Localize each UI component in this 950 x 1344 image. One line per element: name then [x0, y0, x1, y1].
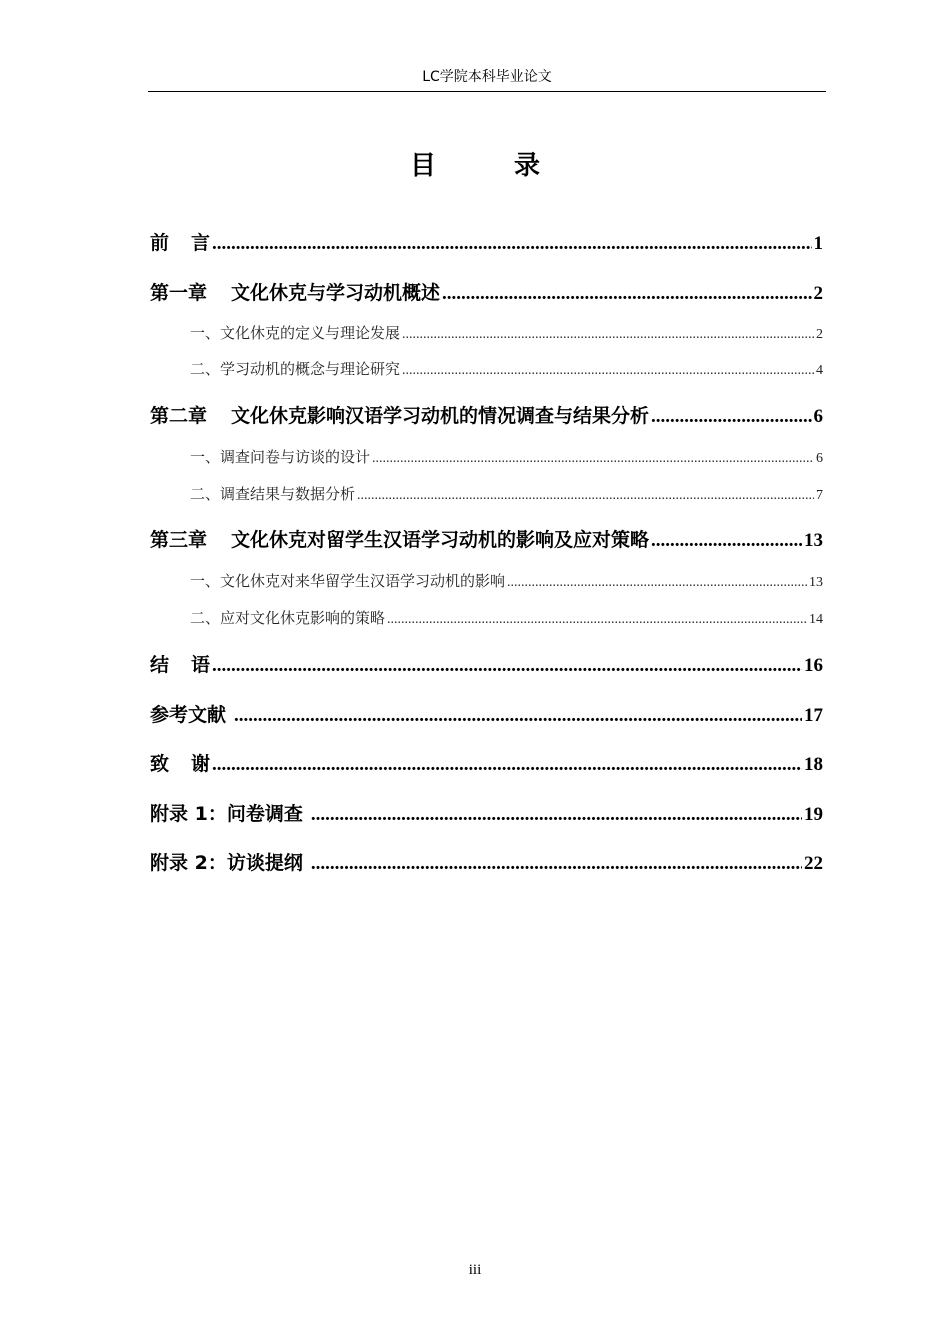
toc-entry-references[interactable] — [150, 700, 823, 727]
toc-entry-num: 第一章 — [150, 282, 208, 304]
toc-entry-conclusion[interactable] — [150, 650, 823, 677]
toc-entry-page: 19 — [804, 804, 823, 825]
toc-entry-acknowledgements[interactable] — [150, 749, 823, 776]
toc-entry-3-2[interactable] — [190, 607, 823, 628]
header-rule — [148, 91, 826, 92]
toc-entry-chapter-1[interactable] — [150, 278, 823, 305]
toc-entry-page: 16 — [804, 655, 823, 676]
toc-entry-num: 一、 — [190, 448, 221, 466]
toc-entry-3-1[interactable] — [190, 570, 823, 591]
toc-entry-page: 14 — [809, 612, 823, 627]
toc-entry-num: 第三章 — [150, 529, 208, 551]
toc-leader-dots — [212, 754, 802, 776]
toc-entry-1-1[interactable] — [190, 322, 823, 343]
toc-entry-num: 致 — [150, 753, 170, 775]
toc-entry-page: 2 — [816, 327, 823, 342]
toc-entry-text: 调查结果与数据分析 — [220, 485, 356, 503]
toc-entry-num: 二、 — [190, 360, 221, 378]
toc-entry-text: 参考文献 — [150, 704, 227, 726]
toc-entry-text: 附录 2：访谈提纲 — [150, 852, 303, 874]
toc-entry-page: 1 — [813, 233, 823, 254]
toc-entry-chapter-3[interactable] — [150, 525, 823, 552]
toc-entry-text: 语 — [191, 654, 211, 676]
toc-leader-dots — [311, 853, 802, 875]
running-header: LC学院本科毕业论文 — [422, 69, 552, 85]
toc-entry-num: 结 — [150, 654, 170, 676]
toc-leader-dots — [357, 488, 814, 504]
toc-entry-num: 一、 — [190, 324, 221, 342]
page-number: iii — [468, 1262, 482, 1278]
toc-entry-preface[interactable] — [150, 228, 823, 255]
toc-entry-text: 文化休克影响汉语学习动机的情况调查与结果分析 — [231, 405, 650, 427]
toc-title: 目 录 — [409, 151, 566, 181]
toc-entry-page: 22 — [804, 853, 823, 874]
toc-entry-num: 第二章 — [150, 405, 208, 427]
toc-entry-page: 13 — [804, 530, 823, 551]
toc-entry-chapter-2[interactable] — [150, 401, 823, 428]
toc-entry-page: 6 — [816, 451, 823, 466]
toc-entry-1-2[interactable] — [190, 358, 823, 379]
toc-leader-dots — [387, 612, 807, 628]
toc-entry-page: 4 — [816, 363, 823, 378]
toc-entry-text: 文化休克对留学生汉语学习动机的影响及应对策略 — [231, 529, 650, 551]
toc-entry-text: 文化休克的定义与理论发展 — [220, 324, 401, 342]
toc-entry-page: 13 — [809, 575, 823, 590]
toc-leader-dots — [651, 530, 802, 552]
toc-entry-2-2[interactable] — [190, 483, 823, 504]
toc-entry-num: 二、 — [190, 609, 221, 627]
toc-leader-dots — [372, 451, 814, 467]
toc-entry-text: 文化休克与学习动机概述 — [231, 282, 441, 304]
toc-entry-num: 二、 — [190, 485, 221, 503]
toc-leader-dots — [212, 233, 811, 255]
toc-leader-dots — [402, 363, 814, 379]
toc-leader-dots — [311, 804, 802, 826]
toc-entry-text: 文化休克对来华留学生汉语学习动机的影响 — [220, 572, 506, 590]
toc-leader-dots — [212, 655, 802, 677]
toc-entry-text: 言 — [191, 232, 211, 254]
toc-entry-text: 应对文化休克影响的策略 — [220, 609, 386, 627]
toc-entry-num: 前 — [150, 232, 170, 254]
toc-entry-page: 2 — [813, 283, 823, 304]
toc-entry-text: 谢 — [191, 753, 211, 775]
toc-leader-dots — [651, 406, 811, 428]
toc-entry-num: 一、 — [190, 572, 221, 590]
toc-entry-page: 7 — [816, 488, 823, 503]
toc-entry-page: 17 — [804, 705, 823, 726]
toc-entry-2-1[interactable] — [190, 446, 823, 467]
toc-entry-page: 18 — [804, 754, 823, 775]
toc-entry-appendix-2[interactable] — [150, 848, 823, 875]
toc-entry-text: 学习动机的概念与理论研究 — [220, 360, 401, 378]
toc-leader-dots — [234, 705, 802, 727]
toc-leader-dots — [402, 327, 814, 343]
toc-entry-text: 附录 1：问卷调查 — [150, 803, 303, 825]
toc-entry-text: 调查问卷与访谈的设计 — [220, 448, 371, 466]
toc-leader-dots — [507, 575, 807, 591]
toc-entry-page: 6 — [813, 406, 823, 427]
toc-leader-dots — [442, 283, 811, 305]
toc-entry-appendix-1[interactable] — [150, 799, 823, 826]
